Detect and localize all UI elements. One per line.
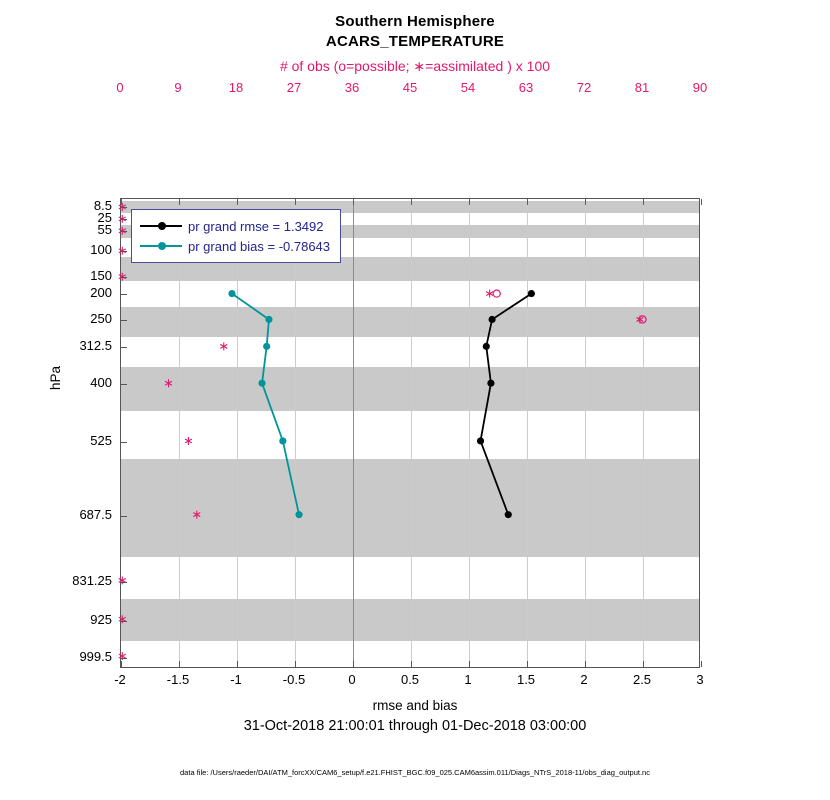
top-axis-tick-label: 9	[174, 80, 182, 95]
top-axis-tick-label: 81	[634, 80, 650, 95]
x-tick-bottom	[237, 661, 238, 667]
obs-assimilated-marker	[185, 437, 192, 445]
x-axis-tick-label: 0.5	[400, 672, 420, 687]
series-marker	[483, 343, 490, 350]
x-tick-bottom	[295, 661, 296, 667]
x-tick-top	[701, 199, 702, 205]
series-line	[481, 294, 532, 515]
x-tick-top	[179, 199, 180, 205]
top-axis-tick-label: 63	[518, 80, 534, 95]
y-tick	[121, 207, 127, 208]
series-marker	[258, 380, 265, 387]
x-axis-title: rmse and bias	[372, 698, 458, 713]
y-tick	[121, 277, 127, 278]
x-axis-tick-label: 2.5	[632, 672, 652, 687]
series-marker	[263, 343, 270, 350]
obs-assimilated-marker	[165, 379, 172, 387]
x-axis-tick-label: 1	[464, 672, 472, 687]
top-axis-tick-label: 54	[460, 80, 476, 95]
y-axis-tick-label: 831.25	[72, 573, 112, 588]
top-axis-tick-label: 27	[286, 80, 302, 95]
top-axis-tick-label: 18	[228, 80, 244, 95]
top-axis-tick-label: 45	[402, 80, 418, 95]
series-marker	[488, 316, 495, 323]
plot-area	[120, 198, 700, 668]
y-tick	[121, 658, 127, 659]
x-tick-top	[353, 199, 354, 205]
x-tick-bottom	[701, 661, 702, 667]
y-axis-tick-label: 100	[90, 242, 112, 257]
x-tick-top	[643, 199, 644, 205]
series-marker	[487, 380, 494, 387]
title-line-2: ACARS_TEMPERATURE	[325, 33, 505, 50]
x-tick-top	[237, 199, 238, 205]
y-axis-tick-label: 200	[90, 285, 112, 300]
series-marker	[528, 290, 535, 297]
y-axis-tick-label: 687.5	[79, 507, 112, 522]
title-line-1: Southern Hemisphere	[335, 13, 495, 30]
y-axis-tick-label: 8.5	[93, 198, 112, 213]
x-tick-bottom	[527, 661, 528, 667]
legend-label: pr grand bias = -0.78643	[188, 238, 331, 254]
legend	[131, 209, 341, 263]
date-range-caption: 31-Oct-2018 21:00:01 through 01-Dec-2018 03:00:00	[243, 718, 587, 734]
y-axis-tick-label: 150	[90, 268, 112, 283]
x-axis-tick-label: 2	[580, 672, 588, 687]
y-tick	[121, 384, 127, 385]
y-axis-tick-label: 925	[90, 612, 112, 627]
y-tick	[121, 251, 127, 252]
x-tick-top	[585, 199, 586, 205]
series-marker	[505, 511, 512, 518]
series-marker	[279, 437, 286, 444]
series-line	[232, 294, 299, 515]
x-axis-tick-label: -1.5	[166, 672, 190, 687]
x-tick-bottom	[585, 661, 586, 667]
y-tick	[121, 621, 127, 622]
y-tick	[121, 442, 127, 443]
y-tick	[121, 320, 127, 321]
data-file-caption: data file: /Users/raeder/DAI/ATM_forcXX/CAM6_setup/f.e21.FHIST_BGC.f09_025.CAM6assim.011/Diags_NTrS_2018-11/obs_diag_output.nc	[180, 768, 650, 777]
obs-assimilated-marker	[193, 511, 200, 519]
y-tick	[121, 294, 127, 295]
series-marker	[228, 290, 235, 297]
x-tick-bottom	[643, 661, 644, 667]
obs-assimilated-marker	[636, 316, 643, 324]
top-axis-tick-label: 72	[576, 80, 592, 95]
y-axis-tick-label: 250	[90, 311, 112, 326]
x-tick-bottom	[179, 661, 180, 667]
x-tick-top	[295, 199, 296, 205]
y-tick	[121, 231, 127, 232]
x-tick-top	[121, 199, 122, 205]
y-tick	[121, 582, 127, 583]
legend-line-sample	[140, 219, 182, 233]
y-tick	[121, 516, 127, 517]
x-tick-bottom	[353, 661, 354, 667]
y-axis-tick-label: 400	[90, 375, 112, 390]
x-axis-tick-label: -0.5	[282, 672, 306, 687]
series-marker	[265, 316, 272, 323]
legend-label: pr grand rmse = 1.3492	[188, 218, 324, 234]
y-axis-tick-label: 25	[97, 210, 112, 225]
top-axis-title: # of obs (o=possible; ∗=assimilated ) x 100	[279, 58, 551, 74]
y-axis-tick-label: 525	[90, 433, 112, 448]
obs-assimilated-marker	[119, 576, 126, 584]
x-axis-tick-label: 0	[348, 672, 356, 687]
legend-line-sample	[140, 239, 182, 253]
x-tick-bottom	[411, 661, 412, 667]
y-tick	[121, 219, 127, 220]
obs-assimilated-marker	[486, 290, 493, 298]
x-tick-top	[527, 199, 528, 205]
top-axis-tick-label: 36	[344, 80, 360, 95]
obs-assimilated-marker	[220, 342, 227, 350]
y-tick	[121, 347, 127, 348]
chart-title	[0, 12, 830, 52]
y-axis-title: hPa	[48, 365, 63, 390]
top-axis-tick-label: 0	[116, 80, 124, 95]
y-axis-tick-label: 55	[97, 222, 112, 237]
x-tick-bottom	[121, 661, 122, 667]
legend-item	[140, 216, 330, 236]
x-axis-tick-label: -1	[230, 672, 242, 687]
series-marker	[295, 511, 302, 518]
x-axis-tick-label: 1.5	[516, 672, 536, 687]
x-tick-bottom	[469, 661, 470, 667]
legend-item	[140, 236, 330, 256]
top-axis-tick-label: 90	[692, 80, 708, 95]
y-axis-tick-label: 999.5	[79, 649, 112, 664]
x-tick-top	[469, 199, 470, 205]
data-series-layer	[121, 199, 699, 667]
series-marker	[477, 437, 484, 444]
x-tick-top	[411, 199, 412, 205]
y-axis-tick-label: 312.5	[79, 338, 112, 353]
x-axis-tick-label: 3	[696, 672, 704, 687]
x-axis-tick-label: -2	[114, 672, 126, 687]
obs-possible-marker	[493, 290, 500, 297]
